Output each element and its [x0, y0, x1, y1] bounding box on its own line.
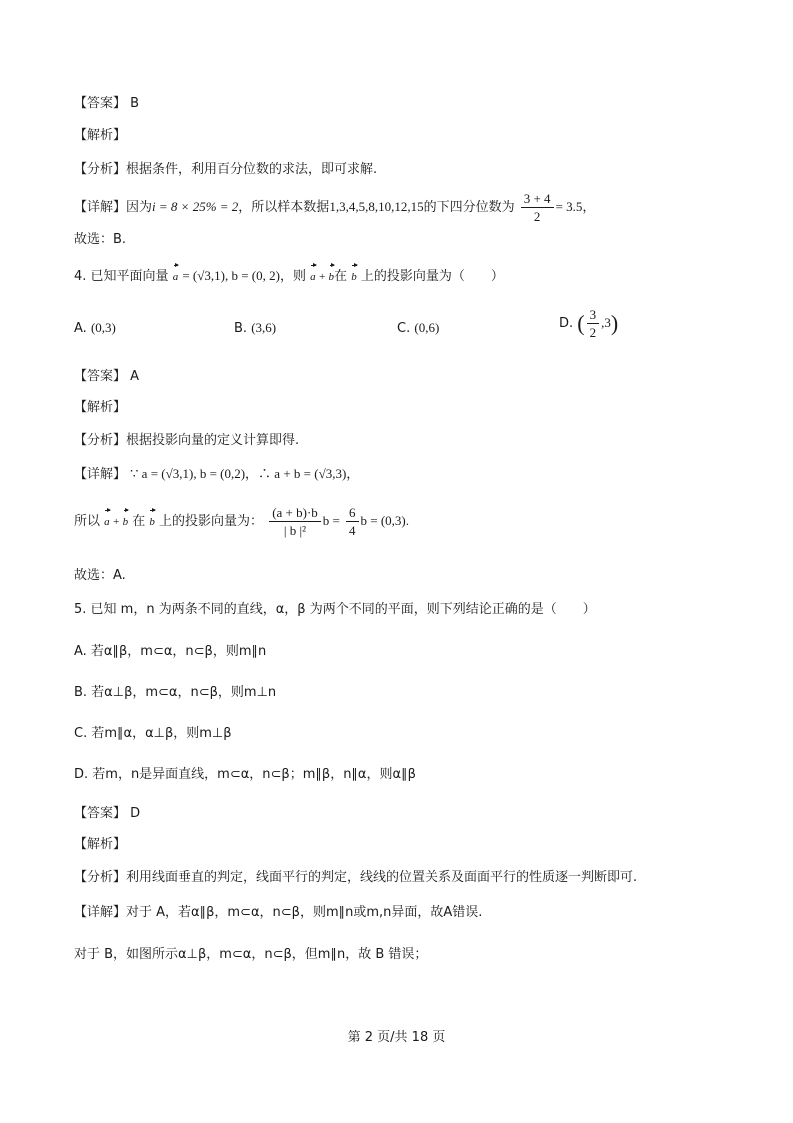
frac-num: 3: [589, 307, 597, 322]
text: 4. 已知平面向量: [74, 269, 169, 284]
q5-option-b: B. 若α⊥β，m⊂α，n⊂β，则m⊥n: [74, 685, 277, 700]
frac-den: 2: [587, 323, 600, 341]
text: ，则: [279, 269, 306, 284]
q5-answer: [74, 804, 140, 824]
vector-a-plus-b: a + b: [104, 516, 128, 528]
option-label: D.: [559, 316, 574, 331]
text: 在: [132, 514, 146, 529]
answer-value: D: [130, 806, 141, 821]
xiangjie-label: 【详解】: [74, 467, 127, 482]
text: ，所以样本数据: [238, 200, 330, 215]
text: 的下四分位数为: [423, 200, 515, 215]
q5-option-d: D. 若m，n是异面直线，m⊂α，n⊂β；m∥β，n∥α，则α∥β: [74, 767, 416, 782]
q5-fenxi: 【分析】利用线面垂直的判定，线面平行的判定，线线的位置关系及面面平行的性质逐一判断即可.: [74, 870, 638, 885]
option-value: (3,6): [251, 320, 277, 335]
vector-b: b: [149, 512, 155, 532]
q4-option-d: [559, 306, 618, 341]
option-value-tail: ,3: [601, 315, 611, 330]
q3-fenxi: 【分析】根据条件，利用百分位数的求法，即可求解.: [74, 162, 378, 177]
fraction: [346, 504, 359, 539]
fraction: [521, 190, 554, 225]
frac-den: 2: [521, 207, 554, 225]
math-expr: i = 8 × 25% = 2: [152, 199, 239, 214]
answer-value: A: [130, 369, 140, 384]
option-label: B.: [234, 321, 248, 336]
q5-jiexi: 【解析】: [74, 837, 127, 852]
math-expr: = (√3,1), b = (0, 2): [182, 268, 280, 283]
math-result: b = (0,3).: [360, 513, 410, 528]
q4-jiexi: 【解析】: [74, 400, 127, 415]
answer-value: B: [130, 96, 140, 111]
paren-close: ): [610, 310, 619, 336]
vector-a-plus-b: a + b: [310, 271, 334, 283]
xiangjie-label: 【详解】: [74, 200, 127, 215]
option-value: (0,3): [90, 320, 116, 335]
fraction: [587, 306, 600, 341]
q3-jiexi: 【解析】: [74, 128, 127, 143]
text: 在: [334, 269, 348, 284]
q3-xiangjie: [74, 190, 595, 225]
option-label: C.: [397, 321, 411, 336]
answer-label: 【答案】: [74, 369, 127, 384]
frac-num: (a + b)·b: [272, 505, 318, 520]
text: 上的投影向量为：: [159, 514, 264, 529]
q3-guxuan: 故选：B.: [74, 232, 127, 247]
math-expr: b =: [322, 513, 340, 528]
math-result: = 3.5: [555, 199, 583, 214]
q5-duiyu-b: 对于 B，如图所示α⊥β，m⊂α，n⊂β，但m∥n，故 B 错误；: [74, 947, 428, 962]
option-value: (0,6): [414, 320, 440, 335]
q4-option-b: [234, 318, 276, 339]
q4-guxuan: 故选：A.: [74, 568, 126, 583]
q4-answer: [74, 367, 139, 387]
frac-den: | b |²: [269, 521, 321, 539]
math-expr: ∵ a = (√3,1), b = (0,2)，∴ a + b = (√3,3)，: [130, 466, 360, 481]
q4-xiangjie-1: [74, 464, 359, 485]
q4-option-c: [397, 318, 439, 339]
paren-open: (: [577, 310, 585, 336]
answer-label: 【答案】: [74, 806, 127, 821]
frac-num: 6: [349, 505, 356, 520]
option-label: A.: [74, 321, 87, 336]
vector-a: a: [173, 267, 179, 287]
q4-xiangjie-2: [74, 504, 409, 539]
sample-data: 1,3,4,5,8,10,12,15: [329, 199, 424, 214]
vector-b: b: [351, 267, 357, 287]
q5-option-a: A. 若α∥β，m⊂α，n⊂β，则m∥n: [74, 644, 267, 659]
text: 所以: [74, 514, 101, 529]
q5-option-c: C. 若m∥α，α⊥β，则m⊥β: [74, 726, 232, 741]
text: ，: [582, 200, 596, 215]
projection-fraction: [269, 504, 321, 539]
q5-stem: 5. 已知 m，n 为两条不同的直线，α，β 为两个不同的平面，则下列结论正确的是（ ）: [74, 602, 596, 617]
text: 上的投影向量为（ ）: [360, 269, 504, 284]
frac-num: 3 + 4: [523, 191, 551, 206]
q3-answer: [74, 94, 139, 114]
q4-fenxi: 【分析】根据投影向量的定义计算即得.: [74, 433, 300, 448]
answer-label: 【答案】: [74, 96, 127, 111]
q4-option-a: [74, 318, 116, 339]
text: 因为: [126, 200, 153, 215]
page-footer: 第 2 页/共 18 页: [347, 1030, 446, 1045]
frac-den: 4: [346, 521, 359, 539]
q4-stem: [74, 266, 504, 287]
q5-xiangjie: 【详解】对于 A，若α∥β，m⊂α，n⊂β，则m∥n或m,n异面，故A错误.: [74, 905, 483, 920]
